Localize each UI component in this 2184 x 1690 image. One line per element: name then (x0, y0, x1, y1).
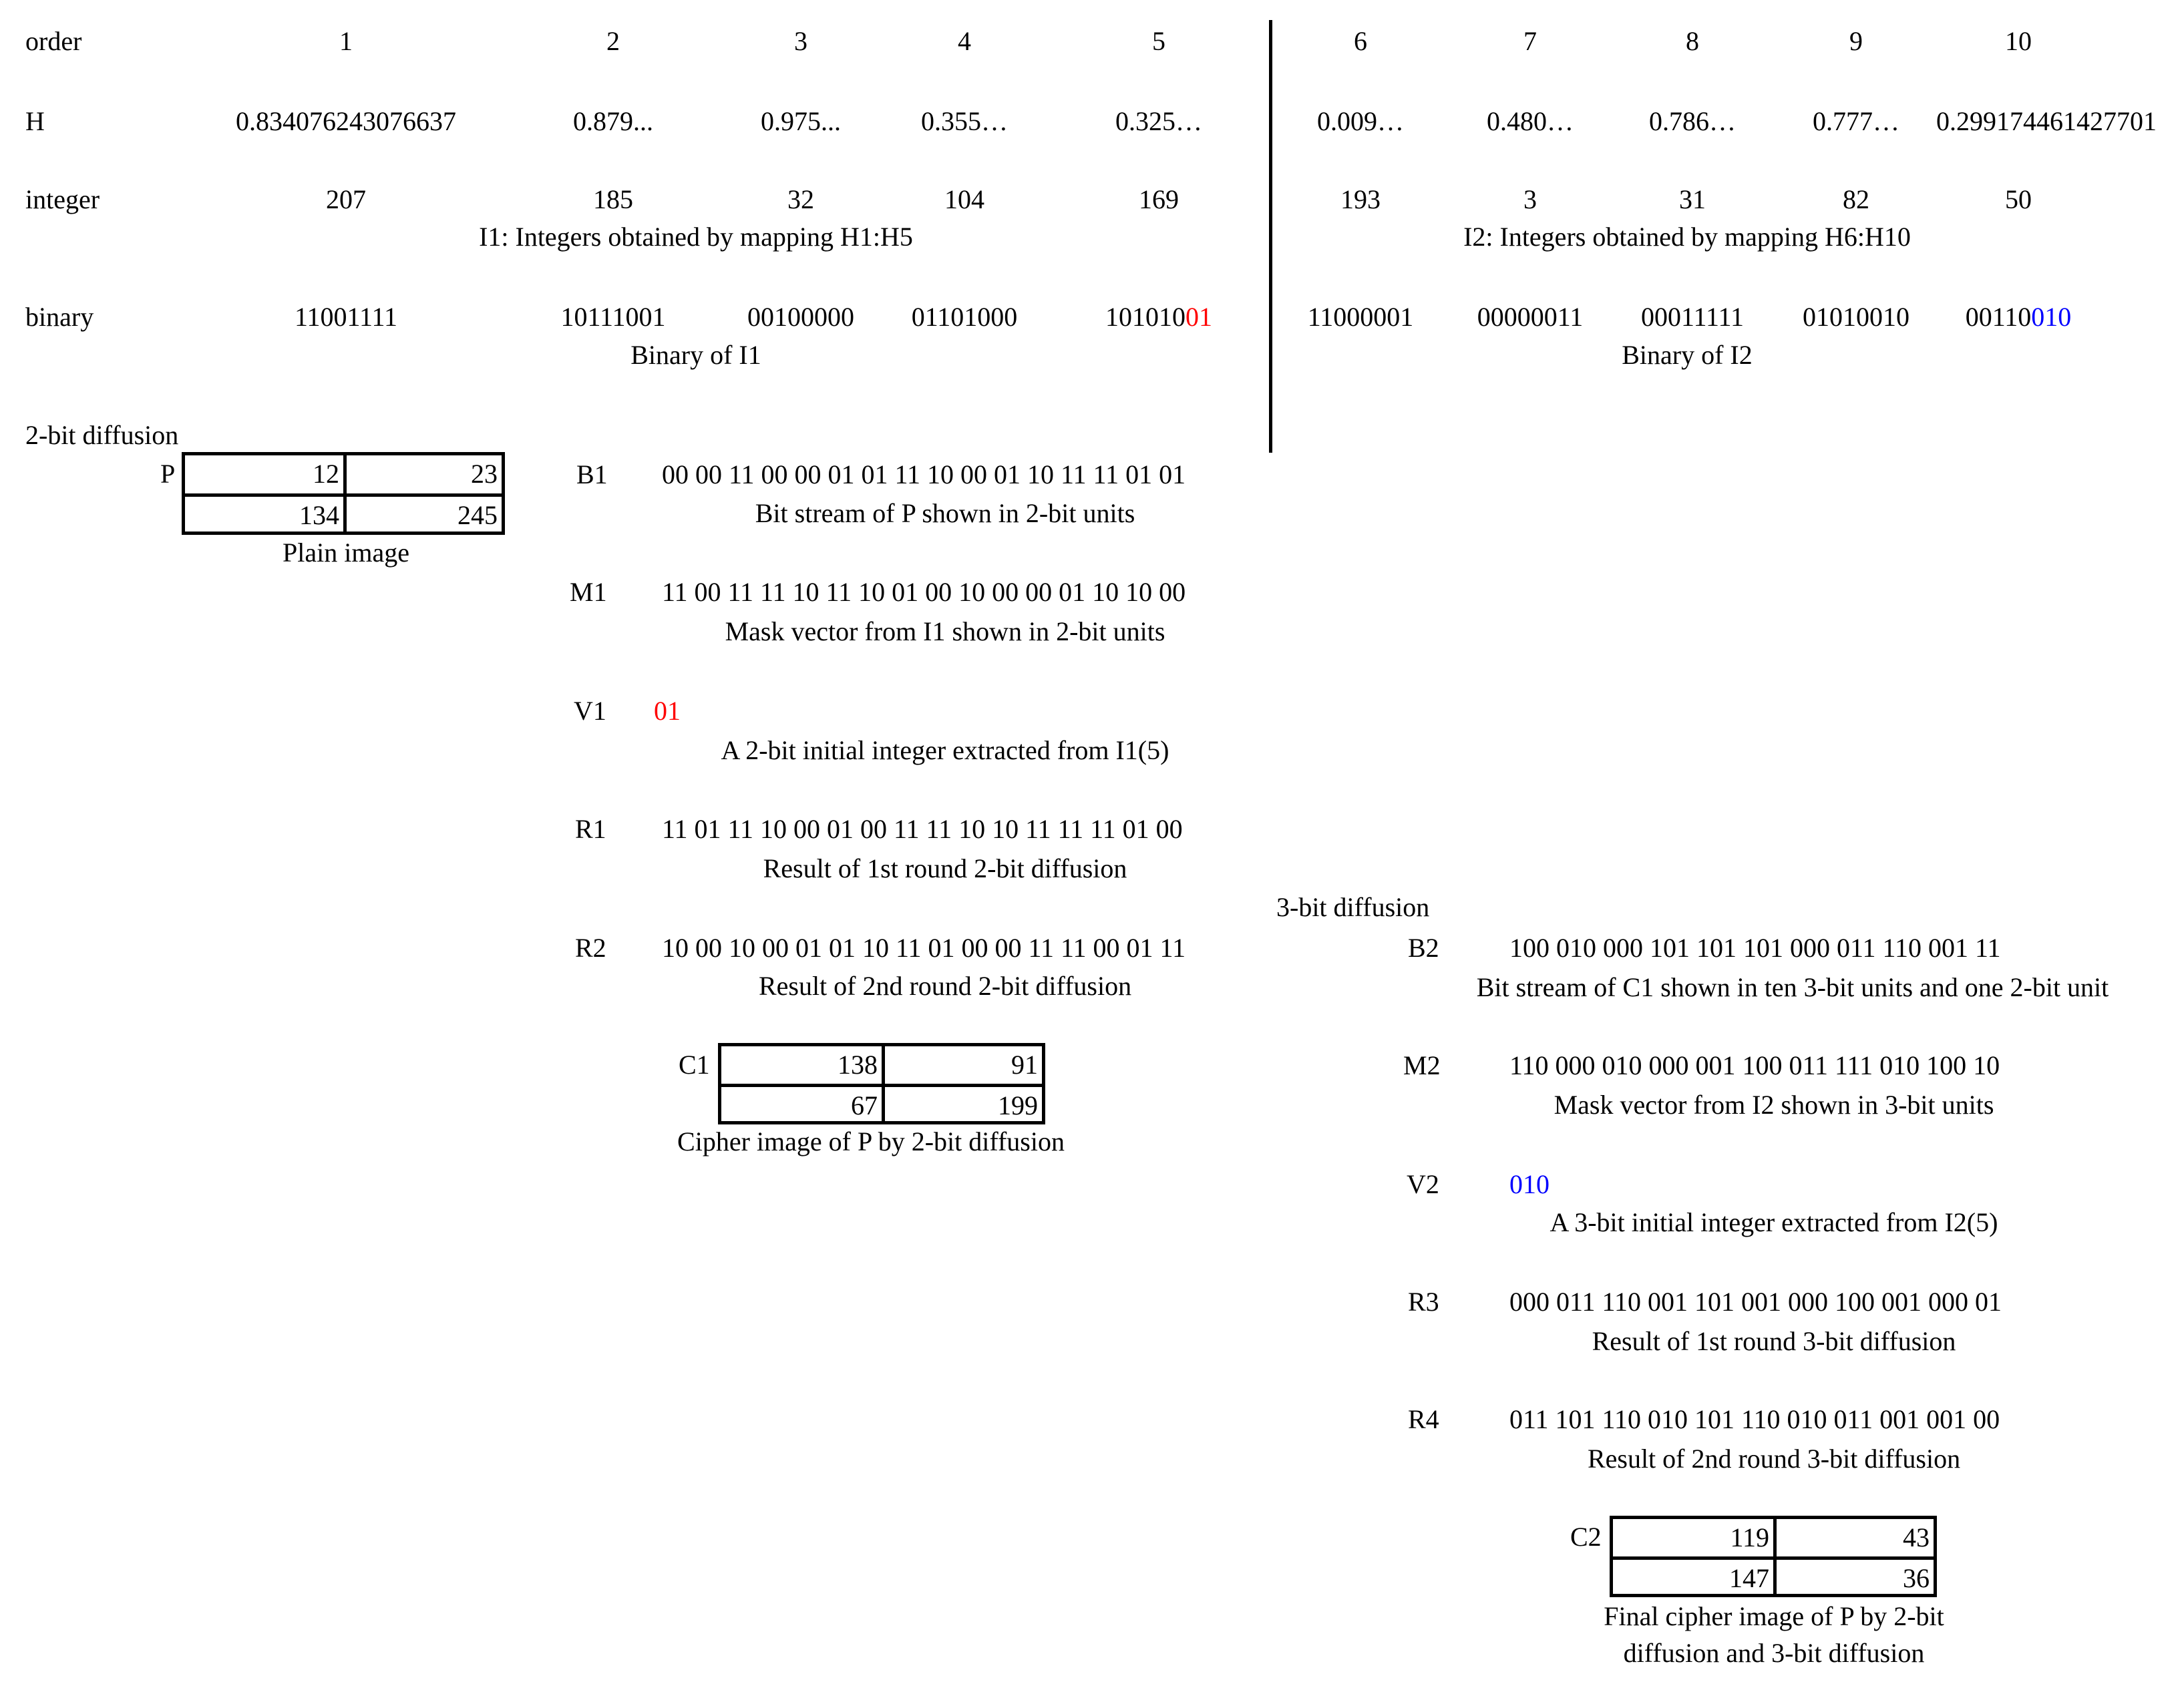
r3-caption: Result of 1st round 3-bit diffusion (1592, 1326, 1956, 1356)
c1-caption: Cipher image of P by 2-bit diffusion (677, 1126, 1065, 1156)
row-label-binary: binary (25, 302, 94, 332)
c2-label: C2 (1570, 1522, 1602, 1552)
r2-label: R2 (575, 933, 606, 963)
h-8: 0.786… (1649, 106, 1736, 136)
r3-label: R3 (1408, 1287, 1439, 1317)
binary-1: 11001111 (294, 302, 398, 332)
two-bit-diffusion-title: 2-bit diffusion (25, 420, 179, 450)
c2-table (1610, 1516, 1937, 1597)
order-9: 9 (1849, 26, 1863, 56)
c1-cell-2-1: 67 (721, 1084, 882, 1121)
row-label-order: order (25, 26, 82, 56)
integer-9: 82 (1843, 184, 1869, 214)
c2-cell-2-1: 147 (1613, 1556, 1773, 1594)
v2-caption: A 3-bit initial integer extracted from I2(5) (1550, 1207, 1998, 1237)
b1-value: 00 00 11 00 00 01 01 11 10 00 01 10 11 11 01 01 (662, 459, 1186, 489)
binary-5 (1105, 304, 1212, 331)
b1-caption: Bit stream of P shown in 2-bit units (755, 498, 1135, 528)
caption-i1-integers: I1: Integers obtained by mapping H1:H5 (479, 222, 913, 252)
v2-value: 010 (1509, 1169, 1550, 1199)
order-1: 1 (339, 26, 353, 56)
h-9: 0.777… (1813, 106, 1899, 136)
c2-cell-1-2: 43 (1773, 1519, 1934, 1556)
order-2: 2 (606, 26, 620, 56)
three-bit-diffusion-title: 3-bit diffusion (1276, 892, 1430, 922)
integer-8: 31 (1679, 184, 1706, 214)
binary-7: 00000011 (1477, 302, 1584, 332)
plain-image-label: P (160, 459, 176, 489)
plain-cell-2-2: 245 (343, 493, 502, 532)
integer-6: 193 (1340, 184, 1381, 214)
caption-i2-binary: Binary of I2 (1622, 340, 1753, 370)
caption-i1-binary: Binary of I1 (630, 340, 761, 370)
binary-10 (1966, 304, 2072, 331)
r1-label: R1 (575, 814, 606, 844)
plain-cell-1-2: 23 (343, 455, 502, 493)
b1-label: B1 (576, 459, 608, 489)
integer-2: 185 (593, 184, 633, 214)
integer-3: 32 (787, 184, 814, 214)
plain-image-table (182, 452, 505, 535)
h-1: 0.834076243076637 (236, 106, 456, 136)
h-7: 0.480… (1487, 106, 1574, 136)
h-3: 0.975... (761, 106, 841, 136)
integer-10: 50 (2005, 184, 2032, 214)
r1-value: 11 01 11 10 00 01 00 11 11 10 10 11 11 11 01 00 (662, 814, 1183, 844)
section-divider (1269, 20, 1272, 453)
m2-caption: Mask vector from I2 shown in 3-bit units (1554, 1090, 1994, 1120)
binary-9: 01010010 (1803, 302, 1909, 332)
c1-table (718, 1043, 1045, 1124)
c2-caption-line2: diffusion and 3-bit diffusion (1623, 1638, 1925, 1668)
c2-cell-2-2: 36 (1773, 1556, 1934, 1594)
binary-4: 01101000 (911, 302, 1018, 332)
h-10: 0.299174461427701 (1936, 106, 2157, 136)
v2-label: V2 (1407, 1169, 1439, 1199)
c1-cell-1-1: 138 (838, 1050, 878, 1080)
c1-cell-1-2: 91 (882, 1046, 1042, 1084)
h-6: 0.009… (1317, 106, 1404, 136)
integer-5: 169 (1139, 184, 1179, 214)
r4-value: 011 101 110 010 101 110 010 011 001 001 00 (1509, 1404, 2000, 1434)
r2-caption: Result of 2nd round 2-bit diffusion (758, 971, 1132, 1001)
order-6: 6 (1354, 26, 1367, 56)
integer-1: 207 (326, 184, 366, 214)
v1-value: 01 (654, 696, 681, 726)
caption-i2-integers: I2: Integers obtained by mapping H6:H10 (1463, 222, 1911, 252)
binary-10-main: 00110 (1965, 302, 2032, 332)
h-2: 0.879... (573, 106, 653, 136)
c1-cell-2-2: 199 (882, 1084, 1042, 1121)
binary-8: 00011111 (1640, 302, 1745, 332)
h-5: 0.325… (1115, 106, 1202, 136)
integer-4: 104 (944, 184, 984, 214)
r3-value: 000 011 110 001 101 001 000 100 001 000 01 (1509, 1287, 2002, 1317)
c2-cell-1-1: 119 (1730, 1522, 1769, 1552)
binary-2: 10111001 (560, 302, 666, 332)
plain-cell-2-1: 134 (185, 493, 343, 532)
order-5: 5 (1152, 26, 1165, 56)
m1-caption: Mask vector from I1 shown in 2-bit units (725, 616, 1165, 646)
b2-caption: Bit stream of C1 shown in ten 3-bit units and one 2-bit unit (1476, 972, 2109, 1002)
order-8: 8 (1686, 26, 1699, 56)
row-label-integer: integer (25, 184, 100, 214)
v1-caption: A 2-bit initial integer extracted from I1(5) (721, 735, 1169, 765)
order-3: 3 (794, 26, 807, 56)
row-label-h: H (25, 106, 45, 136)
integer-7: 3 (1523, 184, 1537, 214)
m2-label: M2 (1403, 1050, 1441, 1080)
r4-label: R4 (1408, 1404, 1439, 1434)
m2-value: 110 000 010 000 001 100 011 111 010 100 10 (1509, 1050, 2000, 1080)
r4-caption: Result of 2nd round 3-bit diffusion (1587, 1444, 1961, 1474)
h-4: 0.355… (921, 106, 1008, 136)
m1-value: 11 00 11 11 10 11 10 01 00 10 00 00 01 10 10 00 (662, 577, 1186, 607)
m1-label: M1 (570, 577, 607, 607)
r2-value: 10 00 10 00 01 01 10 11 01 00 00 11 11 00 01 11 (662, 933, 1186, 963)
binary-5-highlight: 01 (1186, 302, 1212, 332)
r1-caption: Result of 1st round 2-bit diffusion (763, 853, 1127, 883)
plain-cell-1-1: 12 (313, 459, 339, 489)
binary-10-highlight: 010 (2031, 302, 2072, 332)
binary-6: 11000001 (1307, 302, 1414, 332)
order-10: 10 (2005, 26, 2032, 56)
order-7: 7 (1523, 26, 1537, 56)
b2-value: 100 010 000 101 101 101 000 011 110 001 11 (1509, 933, 2001, 963)
order-4: 4 (958, 26, 971, 56)
v1-label: V1 (574, 696, 606, 726)
binary-5-main: 101010 (1105, 302, 1186, 332)
binary-3: 00100000 (747, 302, 854, 332)
plain-image-caption: Plain image (283, 538, 409, 568)
c1-label: C1 (679, 1050, 710, 1080)
c2-caption-line1: Final cipher image of P by 2-bit (1604, 1601, 1944, 1631)
b2-label: B2 (1408, 933, 1439, 963)
